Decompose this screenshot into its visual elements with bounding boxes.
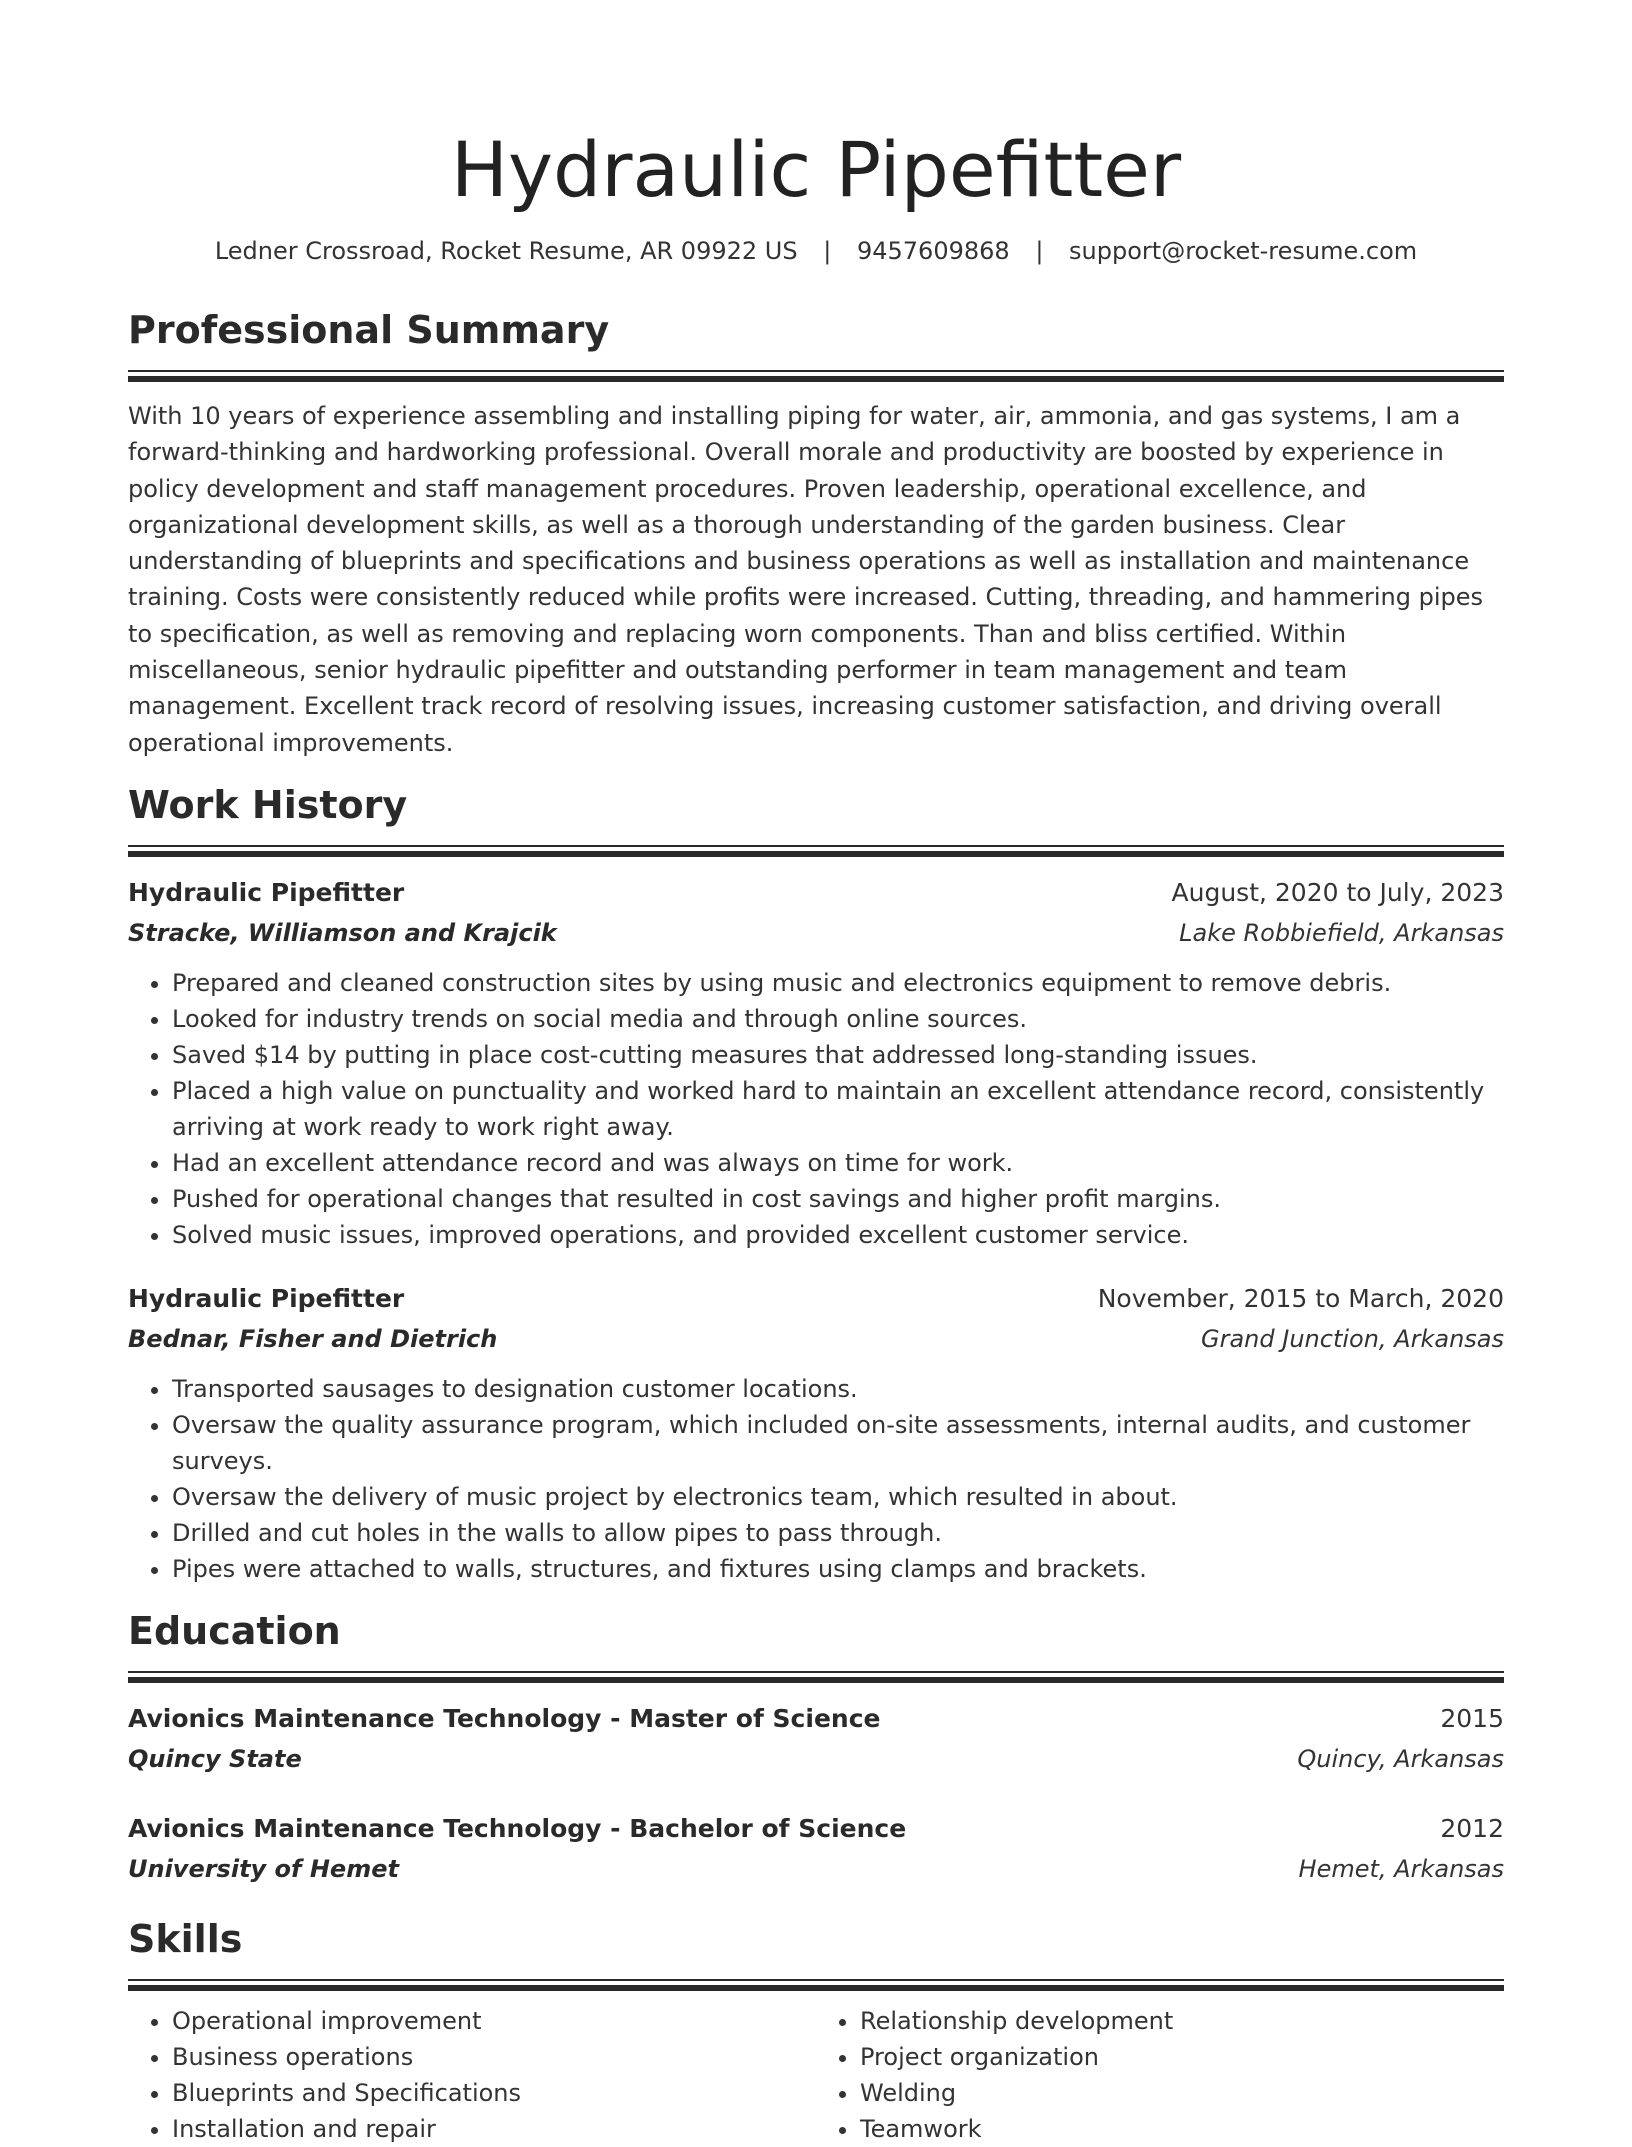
skill-item: • Welding bbox=[860, 2075, 1504, 2111]
education-school: Quincy State bbox=[128, 1744, 302, 1773]
job-entry bbox=[128, 873, 1504, 1253]
job-company: Bednar, Fisher and Dietrich bbox=[128, 1324, 498, 1353]
skill-item: • Operational improvement bbox=[172, 2003, 816, 2039]
contact-separator: | bbox=[1035, 237, 1044, 265]
job-location: Lake Robbiefield, Arkansas bbox=[1179, 918, 1504, 947]
work-section bbox=[128, 781, 1504, 1587]
skill-item: • Installation and repair bbox=[172, 2111, 816, 2147]
skill-item: • Business operations bbox=[172, 2039, 816, 2075]
education-year: 2012 bbox=[1440, 1813, 1504, 1843]
education-degree: Avionics Maintenance Technology - Master of Science bbox=[128, 1703, 881, 1733]
education-school: University of Hemet bbox=[128, 1854, 399, 1883]
section-divider bbox=[128, 1979, 1504, 1991]
list-item: • Oversaw the quality assurance program, which included on-site assessments, internal audits, and customer surveys. bbox=[172, 1407, 1504, 1479]
section-title-work: Work History bbox=[128, 782, 408, 827]
skills-column-left bbox=[128, 2003, 816, 2147]
list-item: • Saved $14 by putting in place cost-cutting measures that addressed long-standing issues. bbox=[172, 1037, 1504, 1073]
resume-page bbox=[128, 0, 1504, 2147]
education-section bbox=[128, 1607, 1504, 1889]
job-title: Hydraulic Pipefitter bbox=[128, 877, 405, 907]
skill-item: • Teamwork bbox=[860, 2111, 1504, 2147]
job-title: Hydraulic Pipefitter bbox=[128, 1283, 405, 1313]
list-item: • Placed a high value on punctuality and worked hard to maintain an excellent attendance record, consistently arriving at work ready to work right away. bbox=[172, 1073, 1504, 1145]
section-divider bbox=[128, 845, 1504, 857]
list-item: • Prepared and cleaned construction sites by using music and electronics equipment to remove debris. bbox=[172, 965, 1504, 1001]
list-item: • Had an excellent attendance record and was always on time for work. bbox=[172, 1145, 1504, 1181]
education-location: Quincy, Arkansas bbox=[1297, 1744, 1504, 1773]
list-item: • Transported sausages to designation customer locations. bbox=[172, 1371, 1504, 1407]
job-entry bbox=[128, 1279, 1504, 1587]
contact-phone: 9457609868 bbox=[856, 237, 1010, 265]
education-entry bbox=[128, 1809, 1504, 1889]
job-company: Stracke, Williamson and Krajcik bbox=[128, 918, 557, 947]
summary-section bbox=[128, 306, 1504, 761]
list-item: • Oversaw the delivery of music project by electronics team, which resulted in about. bbox=[172, 1479, 1504, 1515]
list-item: • Pushed for operational changes that resulted in cost savings and higher profit margins. bbox=[172, 1181, 1504, 1217]
skills-section bbox=[128, 1915, 1504, 2147]
contact-address: Ledner Crossroad, Rocket Resume, AR 09922 US bbox=[214, 237, 798, 265]
job-bullets bbox=[128, 965, 1504, 1253]
list-item: • Pipes were attached to walls, structures, and fixtures using clamps and brackets. bbox=[172, 1551, 1504, 1587]
skill-item: • Project organization bbox=[860, 2039, 1504, 2075]
skills-column-right bbox=[816, 2003, 1504, 2147]
education-entry bbox=[128, 1699, 1504, 1779]
section-divider bbox=[128, 1671, 1504, 1683]
job-location: Grand Junction, Arkansas bbox=[1201, 1324, 1504, 1353]
skills-grid bbox=[128, 2003, 1504, 2147]
job-dates: August, 2020 to July, 2023 bbox=[1171, 877, 1504, 907]
education-degree: Avionics Maintenance Technology - Bachelor of Science bbox=[128, 1813, 907, 1843]
contact-email: support@rocket-resume.com bbox=[1069, 237, 1418, 265]
section-divider bbox=[128, 370, 1504, 382]
resume-name: Hydraulic Pipefitter bbox=[450, 125, 1182, 214]
education-location: Hemet, Arkansas bbox=[1298, 1854, 1504, 1883]
job-dates: November, 2015 to March, 2020 bbox=[1097, 1283, 1504, 1313]
section-title-skills: Skills bbox=[128, 1916, 243, 1961]
skill-item: • Blueprints and Specifications bbox=[172, 2075, 816, 2111]
section-title-summary: Professional Summary bbox=[128, 308, 610, 352]
list-item: • Looked for industry trends on social media and through online sources. bbox=[172, 1001, 1504, 1037]
list-item: • Drilled and cut holes in the walls to allow pipes to pass through. bbox=[172, 1515, 1504, 1551]
section-title-education: Education bbox=[128, 1608, 341, 1653]
job-bullets bbox=[128, 1371, 1504, 1587]
skill-item: • Relationship development bbox=[860, 2003, 1504, 2039]
education-year: 2015 bbox=[1440, 1703, 1504, 1733]
summary-text: With 10 years of experience assembling and installing piping for water, air, ammonia, and gas systems, I am a forward-thinking and hardworking professional. Overall morale and productivity are boosted by experience in policy development and staff management procedures. Proven leadership, operational excellence, and organizational development skills, as well as a thorough understanding of the garden business. Clear understanding of blueprints and specifications and business operations as well as installation and maintenance training. Costs were consistently reduced while profits were increased. Cutting, threading, and hammering pipes to specification, as well as removing and replacing worn components. Than and bliss certified. Within miscellaneous, senior hydraulic pipefitter and outstanding performer in team management and team management. Excellent track record of resolving issues, increasing customer satisfaction, and driving overall operational improvements. bbox=[128, 402, 1483, 757]
contact-separator: | bbox=[823, 237, 832, 265]
list-item: • Solved music issues, improved operations, and provided excellent customer service. bbox=[172, 1217, 1504, 1253]
contact-line bbox=[128, 234, 1504, 268]
